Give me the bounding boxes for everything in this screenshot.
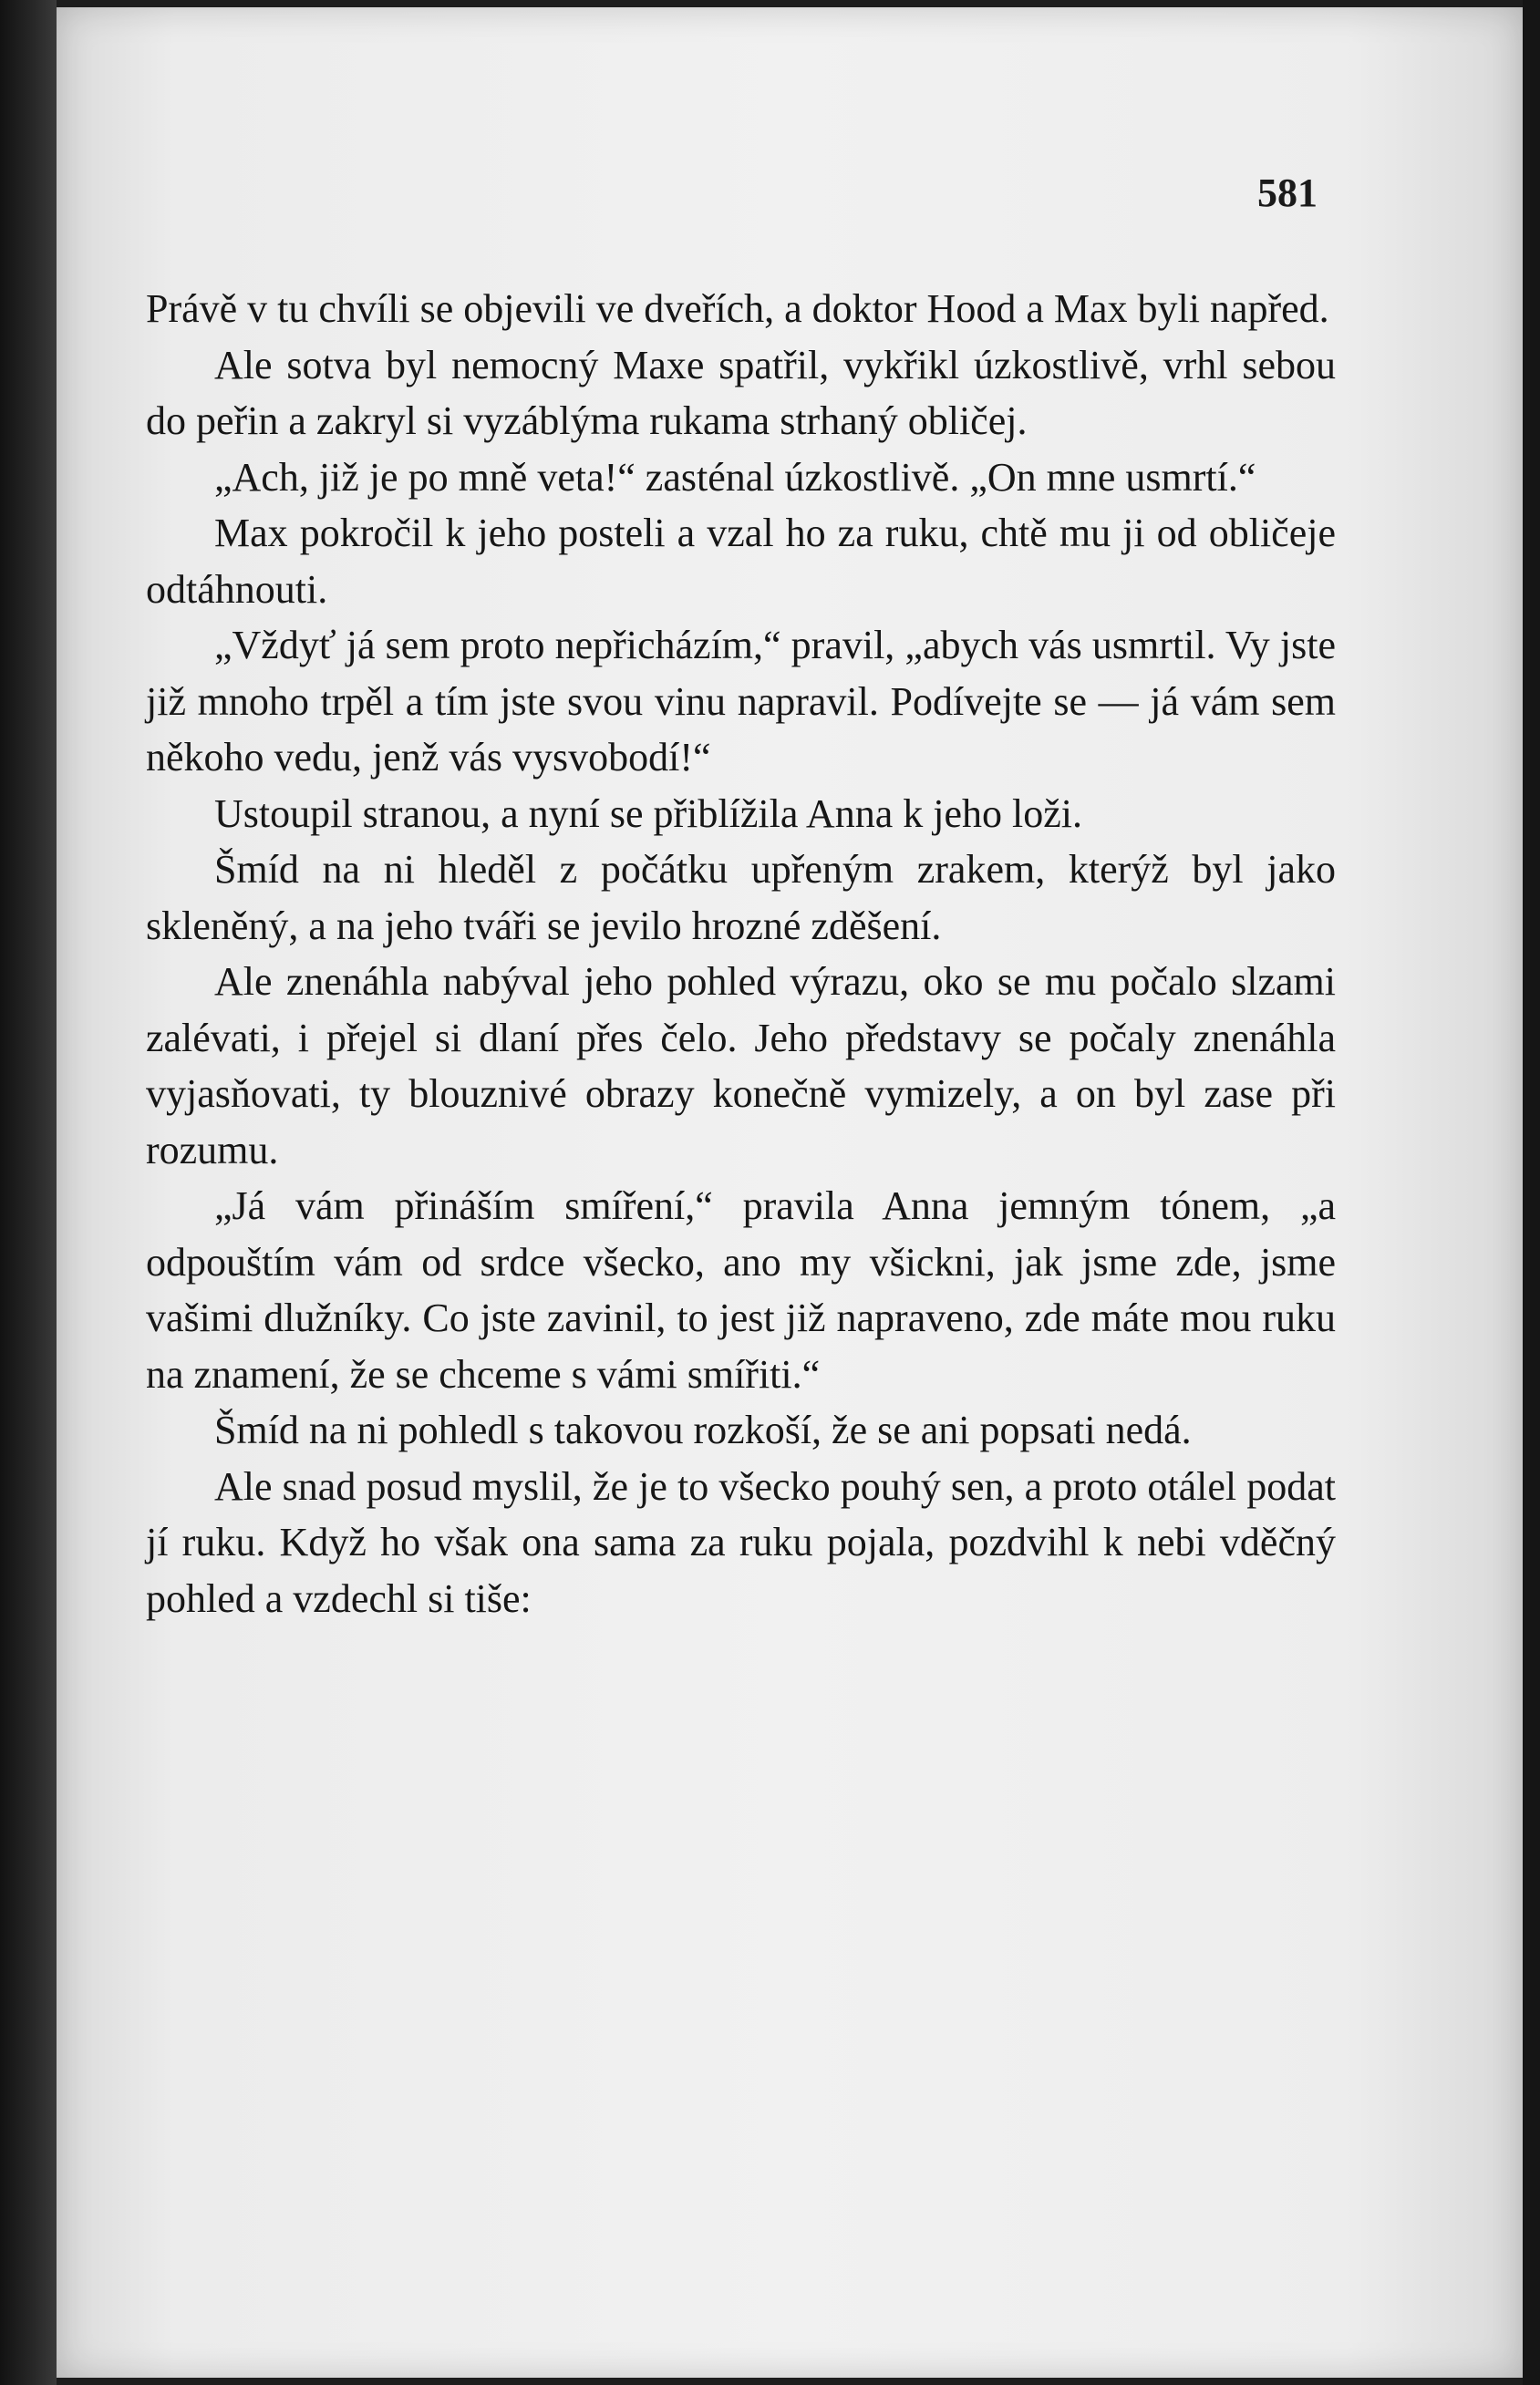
paragraph: Max pokročil k jeho posteli a vzal ho za ruku, chtě mu ji od obličeje odtáhnouti. <box>146 511 1336 612</box>
paragraph: Právě v tu chvíli se objevili ve dveřích, a doktor Hood a Max byli napřed. <box>146 286 1329 331</box>
page-number: 581 <box>1257 170 1318 215</box>
paragraph: „Ach, již je po mně veta!“ zasténal úzkostlivě. „On mne usmrtí.“ <box>214 454 1256 500</box>
paragraph: Ale snad posud myslil, že je to všecko pouhý sen, a proto otálel podat jí ruku. Když ho však ona sama za ruku pojala, pozdvihl k nebi vděčný pohled a vzdechl si tiše: <box>146 1463 1336 1621</box>
paragraph: Ale sotva byl nemocný Maxe spatřil, vykřikl úzkostlivě, vrhl sebou do peřin a zakryl si vyzáblýma rukama strhaný obličej. <box>146 342 1336 443</box>
paragraph: Šmíd na ni pohledl s takovou rozkoší, že se ani popsati nedá. <box>214 1408 1192 1452</box>
paragraph: „Vždyť já sem proto nepřicházím,“ pravil, „abych vás usmrtil. Vy jste již mnoho trpěl a tím jste svou vinu napravil. Podívejte se — já vám sem někoho vedu, jenž vás vysvobodí!“ <box>146 623 1336 780</box>
scan-left-edge <box>0 0 57 2385</box>
paragraph: „Já vám přináším smíření,“ pravila Anna jemným tónem, „a odpouštím vám od srdce všecko, ano my všickni, jak jsme zde, jsme vašimi dlužníky. Co jste zavinil, to jest již napraveno, zde máte mou ruku na znamení, že se chceme s vámi smířiti.“ <box>146 1183 1336 1397</box>
paragraph: Ale znenáhla nabýval jeho pohled výrazu, oko se mu počalo slzami zalévati, i přejel si dlaní přes čelo. Jeho představy se počaly znenáhla vyjasňovati, ty blouznivé obrazy konečně vymizely, a on byl zase při rozumu. <box>146 959 1336 1172</box>
page-text <box>146 281 1336 1626</box>
paragraph: Šmíd na ni hleděl z počátku upřeným zrakem, kterýž byl jako skleněný, a na jeho tváři se jevilo hrozné zděšení. <box>146 847 1336 948</box>
scan-right-edge <box>1523 0 1540 2385</box>
paragraph: Ustoupil stranou, a nyní se přiblížila Anna k jeho loži. <box>214 790 1082 836</box>
